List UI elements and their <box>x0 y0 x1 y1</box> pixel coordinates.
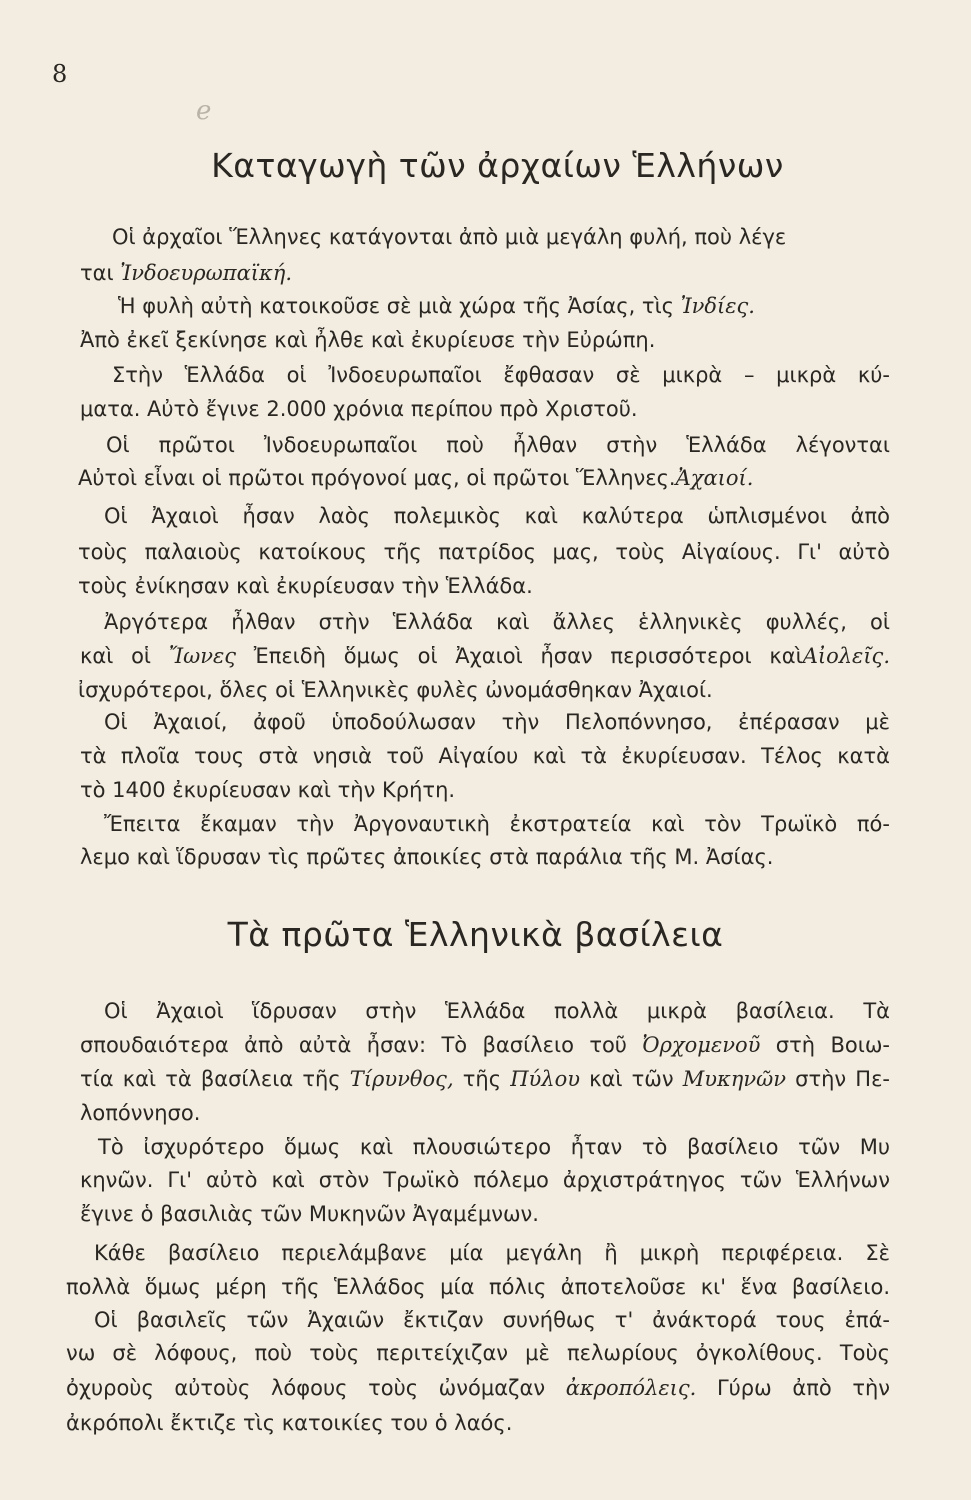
pencil-mark: e <box>196 96 212 126</box>
italic-term: ἀκροπόλεις. <box>565 1376 697 1400</box>
text-run: ἰσχυρότεροι, ὅλες οἱ Ἑλληνικὲς φυλὲς ὠνομάσθηκαν Ἀχαιοί. <box>78 678 713 702</box>
text-line <box>112 223 786 251</box>
text-run: Οἱ Ἀχαιοί, ἀφοῦ ὑποδούλωσαν τὴν Πελοπόννησο, ἐπέρασαν μὲ <box>104 710 890 734</box>
text-run: Τὸ ἰσχυρότερο ὅμως καὶ πλουσιώτερο ἦταν τὸ βασίλειο τῶν Μυ <box>98 1135 890 1159</box>
text-line <box>80 1099 200 1127</box>
text-run: Ἔπειτα ἔκαμαν τὴν Ἀργοναυτικὴ ἐκστρατεία καὶ τὸν Τρωϊκὸ πό- <box>104 812 890 836</box>
italic-term: Πύλου <box>510 1067 580 1091</box>
text-line <box>78 676 713 704</box>
text-run: Οἱ πρῶτοι Ἰνδοευρωπαῖοι ποὺ ἦλθαν στὴν Ἑλλάδα λέγονται <box>106 433 890 457</box>
text-line <box>80 259 292 287</box>
text-line <box>80 776 455 804</box>
text-line <box>112 361 890 389</box>
text-run: κηνῶν. Γι' αὐτὸ καὶ στὸν Τρωϊκὸ πόλεμο ἀρχιστράτηγος τῶν Ἑλλήνων <box>80 1168 890 1192</box>
italic-term: Ὀρχομενοῦ <box>642 1033 761 1057</box>
text-run: Οἱ ἀρχαῖοι Ἕλληνες κατάγονται ἀπὸ μιὰ μεγάλη φυλή, ποὺ λέγε <box>112 225 787 249</box>
italic-term: Ἀχαιοί. <box>675 466 754 490</box>
text-line <box>66 1339 890 1367</box>
text-run: Γύρω ἀπὸ τὴν <box>696 1376 891 1400</box>
text-run: ὀχυροὺς αὐτοὺς λόφους τοὺς ὠνόμαζαν <box>66 1376 566 1400</box>
text-run: στὴν Πε- <box>786 1067 890 1091</box>
text-line <box>80 395 638 423</box>
text-run: καὶ οἱ <box>80 644 169 668</box>
italic-term: Μυκηνῶν <box>682 1067 786 1091</box>
text-run: τοὺς ἐνίκησαν καὶ ἐκυρίευσαν τὴν Ἑλλάδα. <box>78 574 533 598</box>
text-run: Οἱ Ἀχαιοὶ ἵδρυσαν στὴν Ἑλλάδα πολλὰ μικρὰ βασίλεια. Τὰ <box>104 999 890 1023</box>
text-line <box>80 742 890 770</box>
text-line <box>104 502 890 530</box>
text-line <box>94 1239 890 1267</box>
text-run: τὸ 1400 ἐκυρίευσαν καὶ τὴν Κρήτη. <box>80 778 456 802</box>
text-run: λοπόννησο. <box>80 1101 201 1125</box>
text-line <box>80 1065 890 1093</box>
section-title-origin: Καταγωγὴ τῶν ἀρχαίων Ἑλλήνων <box>211 146 784 185</box>
text-line <box>80 1166 890 1194</box>
text-line <box>104 810 890 838</box>
text-run: σπουδαιότερα ἀπὸ αὐτὰ ἦσαν: Τὸ βασίλειο τοῦ <box>80 1033 643 1057</box>
text-run: λεμο καὶ ἵδρυσαν τὶς πρῶτες ἀποικίες στὰ παράλια τῆς Μ. Ἀσίας. <box>80 845 774 869</box>
text-run: Οἱ βασιλεῖς τῶν Ἀχαιῶν ἔκτιζαν συνήθως τ' ἀνάκτορά τους ἐπά- <box>94 1308 890 1332</box>
italic-term: Αἰολεῖς. <box>802 644 890 668</box>
italic-term: Ἰνδοευρωπαϊκή. <box>120 261 293 285</box>
text-run: Ἀργότερα ἦλθαν στὴν Ἑλλάδα καὶ ἄλλες ἑλληνικὲς φυλλές, οἱ <box>104 610 890 634</box>
text-run: τὰ πλοῖα τους στὰ νησιὰ τοῦ Αἰγαίου καὶ τὰ ἐκυρίευσαν. Τέλος κατὰ <box>80 744 890 768</box>
text-run: ματα. Αὐτὸ ἔγινε 2.000 χρόνια περίπου πρὸ Χριστοῦ. <box>80 397 638 421</box>
text-line <box>106 431 890 459</box>
text-run: στὴ Βοιω- <box>760 1033 890 1057</box>
text-line <box>118 292 755 320</box>
text-run: νω σὲ λόφους, ποὺ τοὺς περιτείχιζαν μὲ πελωρίους ὀγκολίθους. Τοὺς <box>66 1341 890 1365</box>
page-number: 8 <box>52 60 68 88</box>
italic-term: Τίρυνθος, <box>349 1067 454 1091</box>
text-run: καὶ τῶν <box>580 1067 683 1091</box>
text-line <box>94 1306 890 1334</box>
text-line <box>98 1133 890 1161</box>
text-run: Οἱ Ἀχαιοὶ ἦσαν λαὸς πολεμικὸς καὶ καλύτερα ὡπλισμένοι ἀπὸ <box>104 504 890 528</box>
text-run: τία καὶ τὰ βασίλεια τῆς <box>80 1067 350 1091</box>
text-line <box>78 464 753 492</box>
text-run: Κάθε βασίλειο περιελάμβανε μία μεγάλη ἢ μικρὴ περιφέρεια. Σὲ <box>94 1241 890 1265</box>
text-line <box>80 642 890 670</box>
text-line <box>80 1200 539 1228</box>
text-run: Στὴν Ἑλλάδα οἱ Ἰνδοευρωπαῖοι ἔφθασαν σὲ μικρὰ – μικρὰ κύ- <box>112 363 890 387</box>
text-run: Ἀπὸ ἐκεῖ ξεκίνησε καὶ ἦλθε καὶ ἐκυρίευσε τὴν Εὐρώπη. <box>80 328 656 352</box>
text-line <box>80 326 655 354</box>
text-line <box>104 997 890 1025</box>
italic-term: Ἴωνες <box>168 644 236 668</box>
text-line <box>66 1273 890 1301</box>
text-line <box>80 1031 890 1059</box>
text-run: ἔγινε ὁ βασιλιὰς τῶν Μυκηνῶν Ἀγαμέμνων. <box>80 1202 539 1226</box>
text-line <box>78 538 890 566</box>
text-line <box>104 708 890 736</box>
text-run: ἀκρόπολι ἔκτιζε τὶς κατοικίες του ὁ λαός. <box>66 1411 513 1435</box>
italic-term: Ἰνδίες. <box>680 294 755 318</box>
text-line <box>66 1409 512 1437</box>
text-line <box>66 1374 890 1402</box>
text-run: τῆς <box>453 1067 511 1091</box>
text-run: ται <box>80 261 121 285</box>
text-line <box>80 843 773 871</box>
text-run: τοὺς παλαιοὺς κατοίκους τῆς πατρίδος μας, τοὺς Αἰγαίους. Γι' αὐτὸ <box>78 540 890 564</box>
text-run: Αὐτοὶ εἶναι οἱ πρῶτοι πρόγονοί μας, οἱ πρῶτοι Ἕλληνες. <box>78 466 676 490</box>
section-title-kingdoms: Τὰ πρῶτα Ἑλληνικὰ βασίλεια <box>227 915 724 954</box>
text-run: Ἡ φυλὴ αὐτὴ κατοικοῦσε σὲ μιὰ χώρα τῆς Ἀσίας, τὶς <box>118 294 681 318</box>
text-run: πολλὰ ὅμως μέρη τῆς Ἑλλάδος μία πόλις ἀποτελοῦσε κι' ἕνα βασίλειο. <box>66 1275 890 1299</box>
text-line <box>78 572 533 600</box>
text-line <box>104 608 890 636</box>
text-run: Ἐπειδὴ ὅμως οἱ Ἀχαιοὶ ἦσαν περισσότεροι καὶ <box>236 644 803 668</box>
